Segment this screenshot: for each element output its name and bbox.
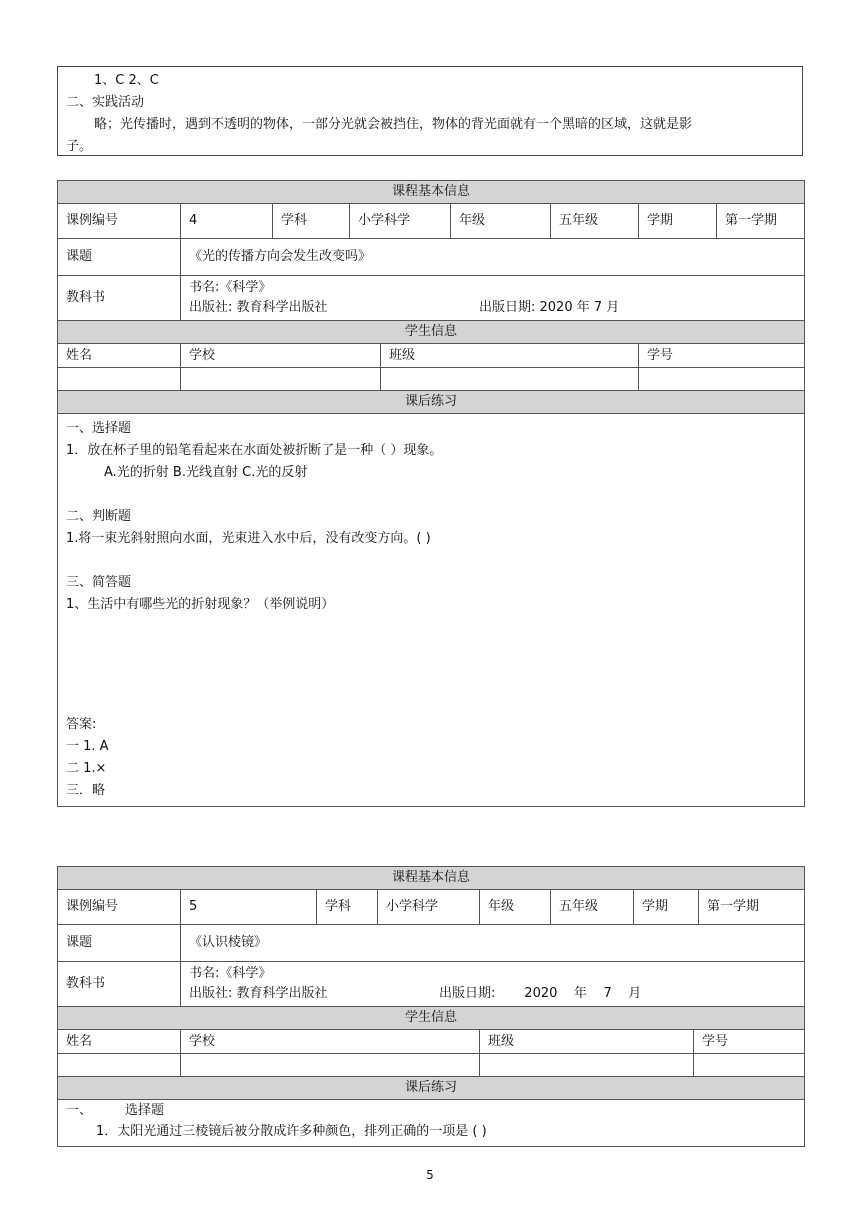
student-number-label: 学号 xyxy=(639,344,805,368)
textbook-info xyxy=(181,962,805,1007)
publisher-line xyxy=(189,984,796,1004)
grade-label: 年级 xyxy=(451,204,551,239)
student-info-header: 学生信息 xyxy=(58,1007,805,1030)
exercise-content xyxy=(58,1100,805,1147)
publisher: 出版社: 教育科学出版社 xyxy=(189,986,328,1001)
term-label: 学期 xyxy=(639,204,717,239)
student-info-header: 学生信息 xyxy=(58,321,805,344)
subject-label: 学科 xyxy=(317,890,378,925)
school-field xyxy=(181,1054,480,1077)
previous-lesson-answers xyxy=(57,66,803,156)
class-label: 班级 xyxy=(480,1030,694,1054)
basic-info-header: 课程基本信息 xyxy=(58,181,805,204)
subject-value: 小学科学 xyxy=(350,204,451,239)
textbook-info xyxy=(181,276,805,321)
publish-date: 出版日期: 2020 年 7 月 xyxy=(479,300,620,315)
question-1: 1．太阳光通过三棱镜后被分散成许多种颜色，排列正确的一项是 ( ) xyxy=(96,1124,487,1139)
term-value: 第一学期 xyxy=(699,890,805,925)
question-1: 1．放在杯子里的铅笔看起来在水面处被折断了是一种（ ）现象。 xyxy=(66,443,443,458)
student-number-field xyxy=(639,368,805,391)
book-name: 书名:《科学》 xyxy=(189,280,272,295)
page-number: 5 xyxy=(426,1168,434,1182)
name-label: 姓名 xyxy=(58,1030,181,1054)
topic-label: 课题 xyxy=(58,925,181,962)
topic-value: 《光的传播方向会发生改变吗》 xyxy=(181,239,805,276)
lesson-id-value: 5 xyxy=(181,890,317,925)
term-value: 第一学期 xyxy=(717,204,805,239)
lesson-id-label: 课例编号 xyxy=(58,204,181,239)
section-choice: 一、 选择题 xyxy=(66,1103,165,1118)
section-judge: 二、判断题 xyxy=(66,509,132,524)
question-3: 1、生活中有哪些光的折射现象？（举例说明） xyxy=(66,597,335,612)
grade-value: 五年级 xyxy=(551,890,634,925)
subject-value: 小学科学 xyxy=(378,890,480,925)
class-field xyxy=(480,1054,694,1077)
publish-date: 出版日期: 2020 年 7 月 xyxy=(439,986,642,1001)
exercise-header: 课后练习 xyxy=(58,1077,805,1100)
answer-line: 1、C 2、C xyxy=(94,73,159,88)
school-field xyxy=(181,368,381,391)
grade-value: 五年级 xyxy=(551,204,639,239)
lesson5-table xyxy=(57,866,805,1147)
book-name: 书名:《科学》 xyxy=(189,966,272,981)
section-choice: 一、选择题 xyxy=(66,421,132,436)
grade-label: 年级 xyxy=(480,890,551,925)
answer-title: 答案: xyxy=(66,717,97,732)
answer-2: 二 1.× xyxy=(66,761,107,776)
subject-label: 学科 xyxy=(273,204,350,239)
class-field xyxy=(381,368,639,391)
student-number-field xyxy=(694,1054,805,1077)
name-label: 姓名 xyxy=(58,344,181,368)
term-label: 学期 xyxy=(634,890,699,925)
answer-text: 略；光传播时，遇到不透明的物体，一部分光就会被挡住，物体的背光面就有一个黑暗的区域，这就是影 xyxy=(94,117,693,132)
exercise-header: 课后练习 xyxy=(58,391,805,414)
topic-label: 课题 xyxy=(58,239,181,276)
lesson-id-value: 4 xyxy=(181,204,273,239)
question-2: 1.将一束光斜射照向水面，光束进入水中后，没有改变方向。( ) xyxy=(66,531,431,546)
student-number-label: 学号 xyxy=(694,1030,805,1054)
publisher-line xyxy=(189,298,796,318)
answer-text-cont: 子。 xyxy=(66,139,93,154)
question-1-options: A.光的折射 B.光线直射 C.光的反射 xyxy=(104,465,308,480)
name-field xyxy=(58,368,181,391)
school-label: 学校 xyxy=(181,344,381,368)
answer-1: 一 1. A xyxy=(66,739,109,754)
exercise-content xyxy=(58,414,805,807)
topic-value: 《认识棱镜》 xyxy=(181,925,805,962)
name-field xyxy=(58,1054,181,1077)
textbook-label: 教科书 xyxy=(58,962,181,1007)
lesson-id-label: 课例编号 xyxy=(58,890,181,925)
basic-info-header: 课程基本信息 xyxy=(58,867,805,890)
answer-3: 三．略 xyxy=(66,783,106,798)
publisher: 出版社: 教育科学出版社 xyxy=(189,300,328,315)
class-label: 班级 xyxy=(381,344,639,368)
lesson4-table xyxy=(57,180,805,807)
section-short-answer: 三、简答题 xyxy=(66,575,132,590)
school-label: 学校 xyxy=(181,1030,480,1054)
textbook-label: 教科书 xyxy=(58,276,181,321)
section-heading: 二、实践活动 xyxy=(66,95,145,110)
